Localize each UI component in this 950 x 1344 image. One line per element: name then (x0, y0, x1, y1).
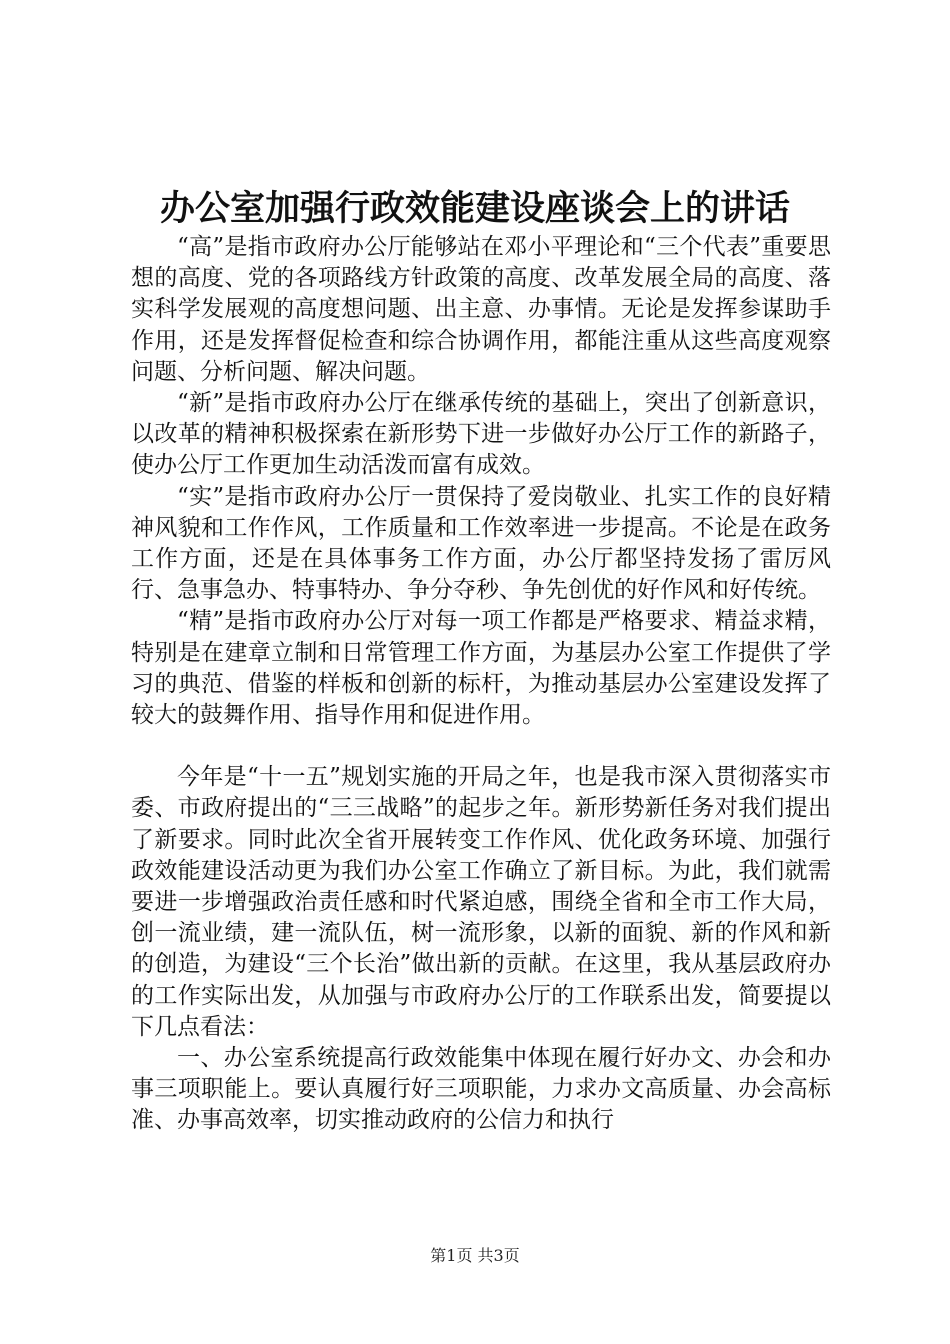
document-title: 办公室加强行政效能建设座谈会上的讲话 (159, 188, 790, 229)
paragraph-spacer (131, 731, 831, 762)
paragraph-jing: “精”是指市政府办公厅对每一项工作都是严格要求、精益求精，特别是在建章立制和日常管理工作方面，为基层办公室工作提供了学习的典范、借鉴的样板和创新的标杆，为推动基层办公室建设发挥了较大的鼓舞作用、指导作用和促进作用。 (131, 608, 831, 729)
paragraph-this-year: 今年是“十一五”规划实施的开局之年，也是我市深入贯彻落实市委、市政府提出的“三三战略”的起步之年。新形势新任务对我们提出了新要求。同时此次全省开展转变工作作风、优化政务环境、加强行政效能建设活动更为我们办公室工作确立了新目标。为此，我们就需要进一步增强政治责任感和时代紧迫感，围绕全省和全市工作大局，创一流业绩，建一流队伍，树一流形象，以新的面貌、新的作风和新的创造，为建设“三个长治”做出新的贡献。在这里，我从基层政府办的工作实际出发，从加强与市政府办公厅的工作联系出发，简要提以下几点看法： (131, 764, 831, 1040)
paragraph-xin: “新”是指市政府办公厅在继承传统的基础上，突出了创新意识，以改革的精神积极探索在新形势下进一步做好办公厅工作的新路子，使办公厅工作更加生动活泼而富有成效。 (131, 390, 831, 479)
document-body (131, 232, 831, 1137)
paragraph-shi: “实”是指市政府办公厅一贯保持了爱岗敬业、扎实工作的良好精神风貌和工作作风，工作质量和工作效率进一步提高。不论是在政务工作方面，还是在具体事务工作方面，办公厅都坚持发扬了雷厉风行、急事急办、特事特办、争分夺秒、争先创优的好作风和好传统。 (131, 483, 831, 604)
paragraph-gao: “高”是指市政府办公厅能够站在邓小平理论和“三个代表”重要思想的高度、党的各项路线方针政策的高度、改革发展全局的高度、落实科学发展观的高度想问题、出主意、办事情。无论是发挥参谋助手作用，还是发挥督促检查和综合协调作用，都能注重从这些高度观察问题、分析问题、解决问题。 (131, 234, 831, 385)
page-footer: 第1页 共3页 (430, 1246, 520, 1265)
paragraph-point-one: 一、办公室系统提高行政效能集中体现在履行好办文、办会和办事三项职能上。要认真履行好三项职能，力求办文高质量、办会高标准、办事高效率，切实推动政府的公信力和执行 (131, 1045, 831, 1134)
